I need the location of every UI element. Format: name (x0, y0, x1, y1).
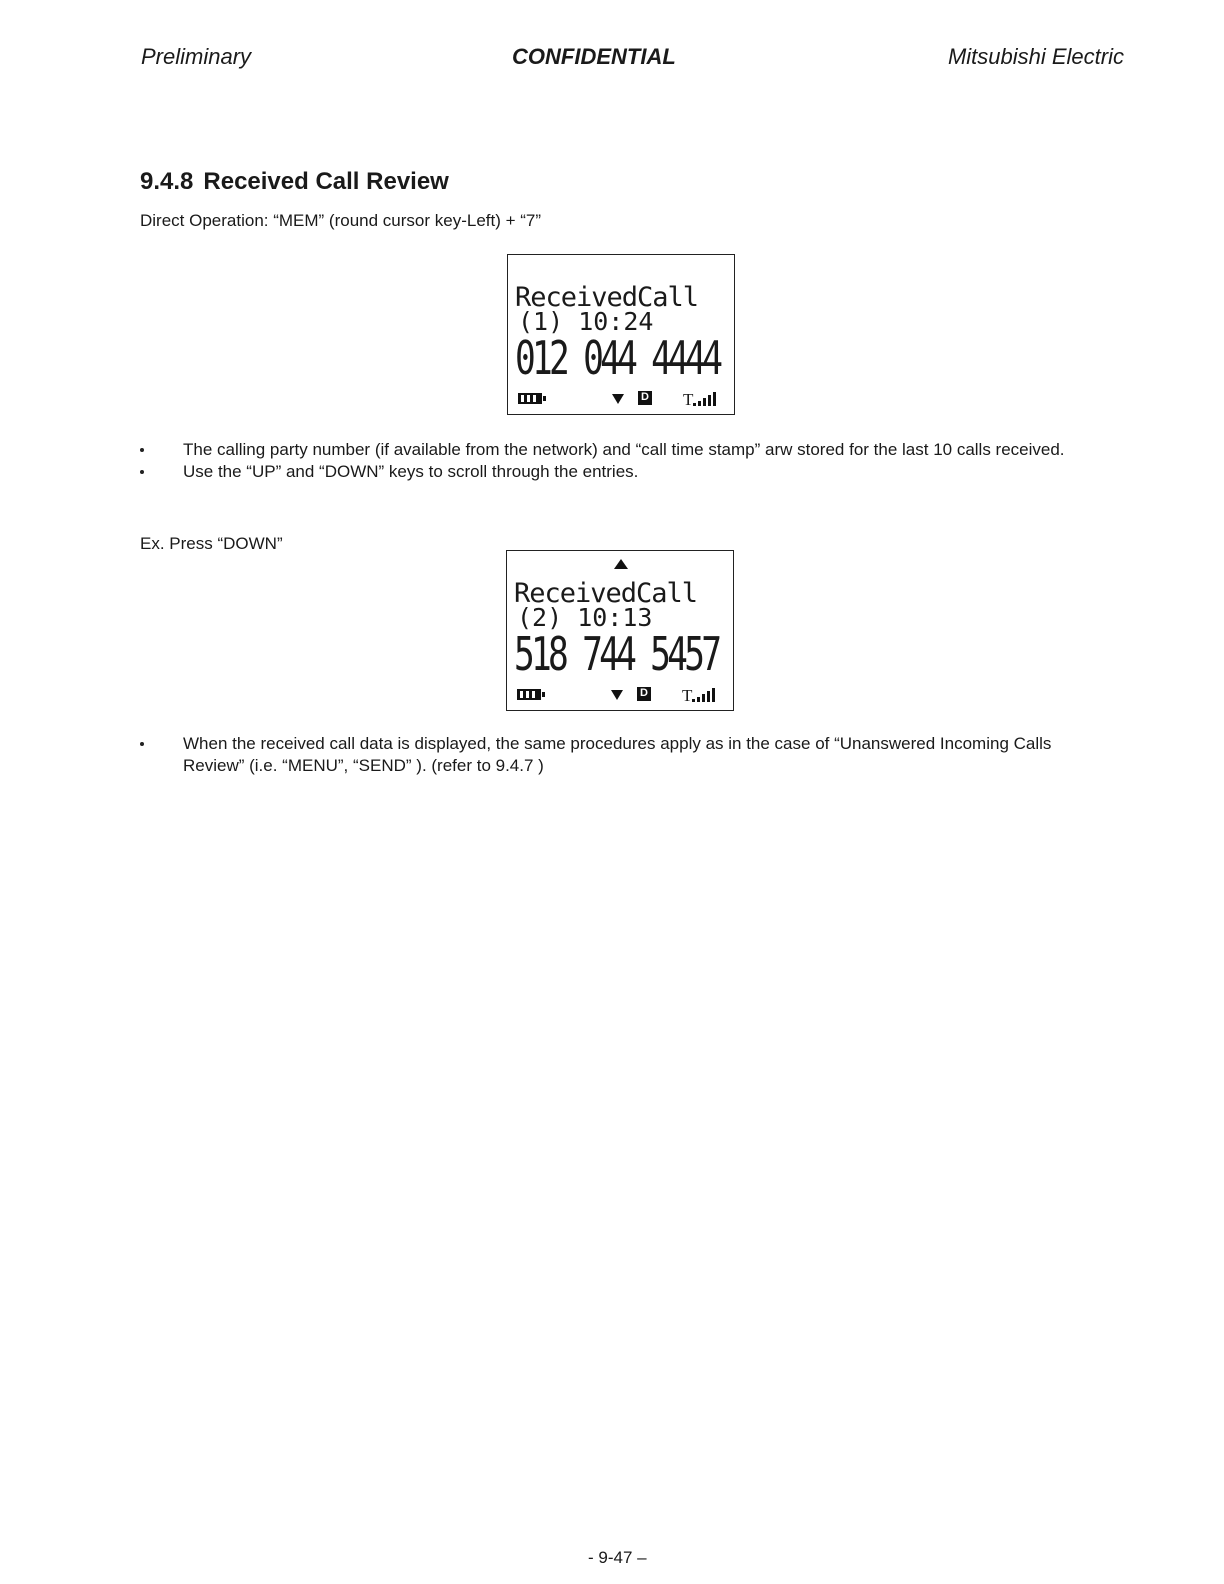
bullet-icon (140, 742, 144, 746)
lcd-screen-entry-1 (507, 254, 735, 415)
section-number: 9.4.8 (140, 168, 194, 195)
down-arrow-icon (611, 690, 623, 700)
signal-strength-icon: T (683, 390, 723, 408)
battery-icon (518, 393, 542, 404)
lcd-status-bar (508, 390, 734, 410)
header-company: Mitsubishi Electric (947, 44, 1124, 69)
bullet-icon (140, 470, 144, 474)
lcd-screen-entry-2 (506, 550, 734, 711)
list-item: The calling party number (if available from the network) and “call time stamp” arw stored for the last 10 calls received. (140, 439, 1100, 461)
header-preliminary: Preliminary (141, 44, 252, 69)
d-box-icon (637, 687, 651, 701)
lcd-phone-number: 012 044 4444 (515, 331, 720, 385)
lcd-entry-time: (1) 10:24 (518, 307, 654, 336)
bullet-list-2 (140, 733, 1100, 777)
example-label: Ex. Press “DOWN” (140, 534, 283, 553)
signal-strength-icon: T (682, 686, 722, 704)
section-heading: Received Call Review (203, 168, 449, 195)
lcd-entry-time: (2) 10:13 (517, 603, 653, 632)
battery-icon (517, 689, 541, 700)
lcd-status-bar (507, 686, 733, 706)
d-box-icon (638, 391, 652, 405)
down-arrow-icon (612, 394, 624, 404)
section-title (140, 168, 449, 196)
list-item: Use the “UP” and “DOWN” keys to scroll through the entries. (140, 461, 1100, 483)
bullet-icon (140, 448, 144, 452)
lcd-phone-number: 518 744 5457 (514, 627, 719, 681)
page-number: - 9-47 – (588, 1548, 647, 1567)
lcd-title: ReceivedCall (515, 282, 699, 313)
bullet-list-1 (140, 439, 1100, 483)
up-arrow-icon (614, 559, 628, 569)
header-confidential: CONFIDENTIAL (512, 44, 676, 69)
list-item: When the received call data is displayed, the same procedures apply as in the case of “Unanswered Incoming Calls Review” (i.e. “MENU”, “SEND” ). (refer to 9.4.7 ) (140, 733, 1100, 777)
direct-operation-text: Direct Operation: “MEM” (round cursor key-Left) + “7” (140, 211, 542, 230)
lcd-title: ReceivedCall (514, 578, 698, 609)
